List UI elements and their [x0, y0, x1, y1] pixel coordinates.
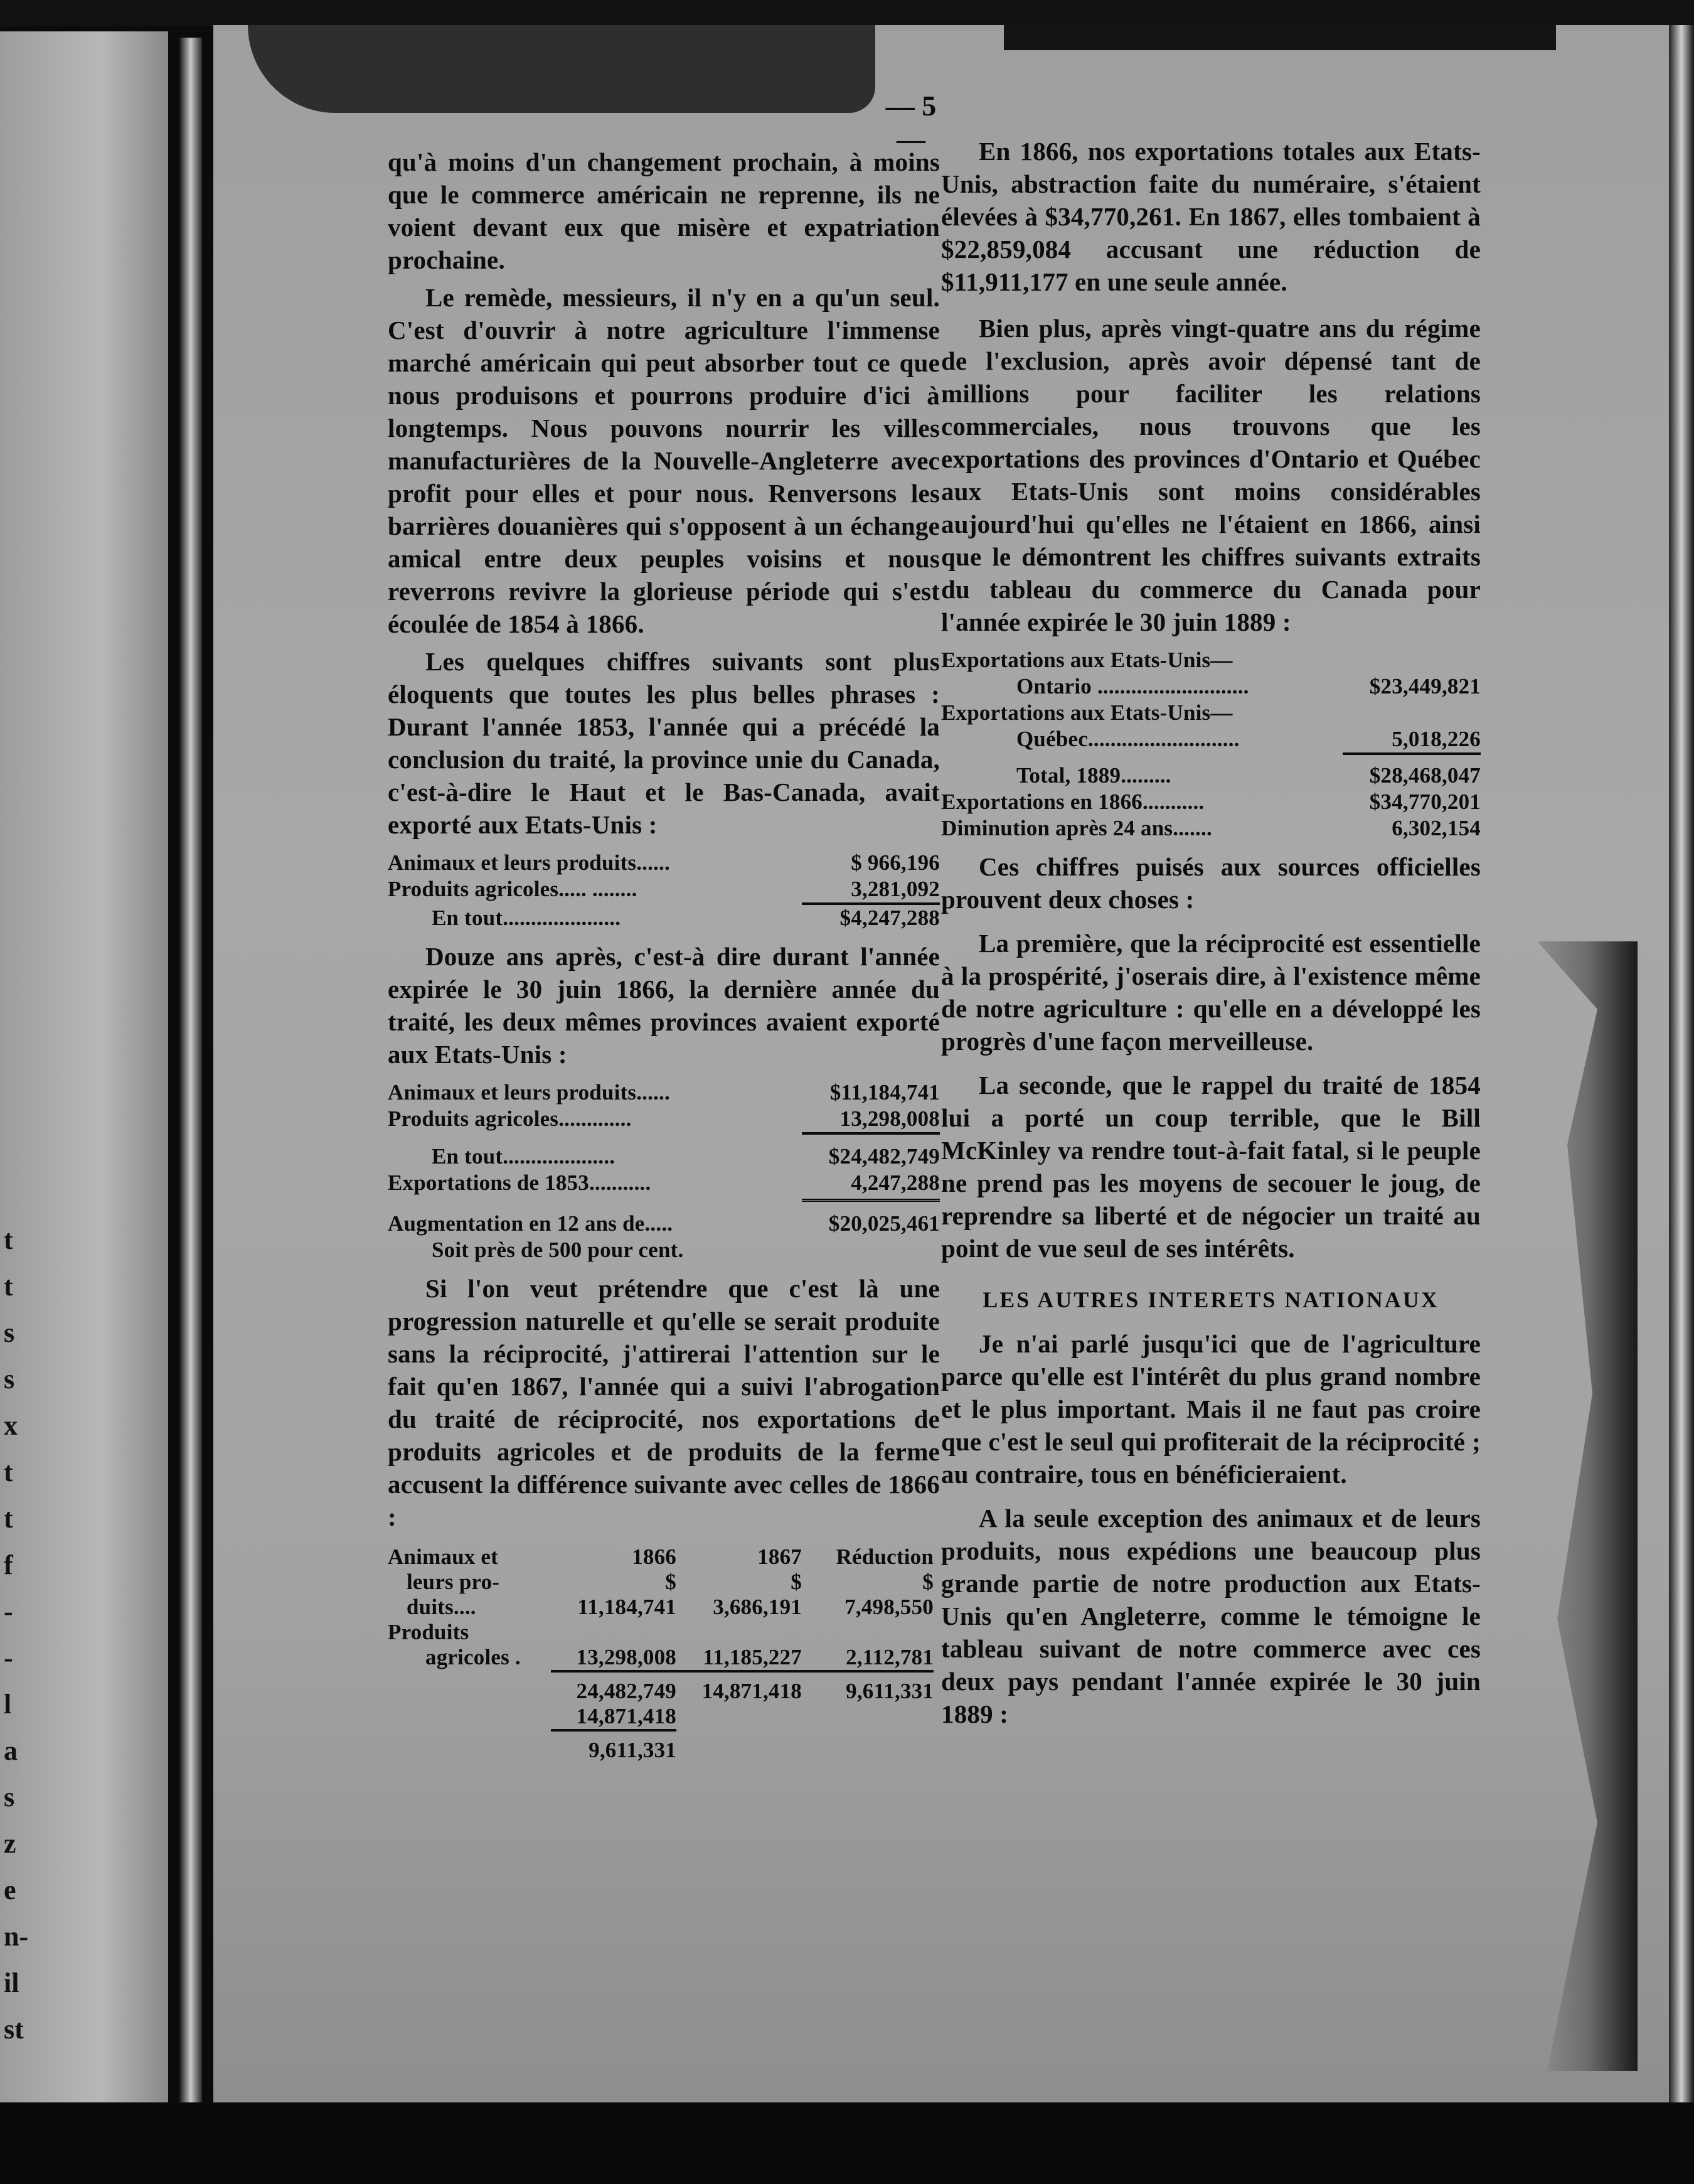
- column-header: Réduction: [836, 1544, 934, 1569]
- row-label: Exportations en 1866...........: [941, 790, 1205, 814]
- fragment-text: s: [4, 1364, 15, 1394]
- table-row: [388, 1079, 940, 1106]
- row-value: 6,302,154: [1392, 816, 1481, 840]
- row-label: Augmentation en 12 ans de.....: [388, 1211, 673, 1236]
- row-label: Exportations aux Etats-Unis—: [941, 700, 1233, 725]
- fragment-text: n-: [4, 1921, 29, 1952]
- paragraph: Les quelques chiffres suivants sont plus éloquents que toutes les plus belles phrases : Durant l'année 1853, l'année qui a précédé la conclusion du traité, la province unie du Canada, c'est-à-dire le Haut et le Bas-Canada, avait exporté aux Etats-Unis :: [388, 647, 940, 839]
- paragraph: Ces chiffres puisés aux sources officielles prouvent deux choses :: [941, 852, 1481, 914]
- paragraph: La seconde, que le rappel du traité de 1854 lui a porté un coup terrible, que le Bill McKinley va rendre tout-à-fait fatal, si le peuple ne prend pas les moyens de secouer le joug, de reprendre sa liberté et de négocier un traité au point de vue seul de ses intérêts.: [941, 1071, 1481, 1263]
- page-gutter-right: [1669, 25, 1694, 2121]
- paragraph: Douze ans après, c'est-à dire durant l'année expirée le 30 juin 1866, la dernière année du traité, les deux mêmes provinces avaient exporté aux Etats-Unis :: [388, 942, 940, 1069]
- row-value: $24,482,749: [828, 1144, 940, 1169]
- column-header: 1866: [632, 1544, 676, 1569]
- paragraph: En 1866, nos exportations totales aux Etats-Unis, abstraction faite du numéraire, s'étaient élevées à $34,770,261. En 1867, elles tombaient à $22,859,084 accusant une réduction de $11,911,177 en une seule année.: [941, 137, 1481, 296]
- row-label: agricoles .: [425, 1645, 521, 1669]
- fragment-text: t: [4, 1503, 13, 1534]
- fragment-text: t: [4, 1457, 13, 1487]
- row-label: Exportations aux Etats-Unis—: [941, 648, 1233, 672]
- table-row-total: [388, 1143, 940, 1170]
- table-row: [388, 1237, 940, 1263]
- table-cell: 14,871,418: [701, 1679, 802, 1703]
- table-row: [388, 876, 940, 905]
- table-row: [388, 850, 940, 876]
- fragment-text: il: [4, 1967, 19, 1998]
- fragment-text: e: [4, 1875, 16, 1905]
- paragraph: Bien plus, après vingt-quatre ans du régime de l'exclusion, après avoir dépensé tant de millions pour faciliter les relations commerciales, nous trouvons que les exportations des provinces d'Ontario et Québec aux Etats-Unis sont moins considérables aujourd'hui qu'elles ne l'étaient en 1866, ainsi que le démontrent les chiffres suivants extraits du tableau du commerce du Canada pour l'année expirée le 30 juin 1889 :: [941, 314, 1481, 636]
- column-right: [941, 135, 1481, 1730]
- fragment-text: s: [4, 1782, 15, 1812]
- table-row: [388, 1170, 940, 1202]
- fragment-text: st: [4, 2014, 24, 2045]
- row-value: $11,184,741: [829, 1080, 940, 1105]
- page-number: — 5 —: [885, 90, 937, 155]
- table-row: [941, 789, 1481, 815]
- row-label: Soit près de 500 pour cent.: [432, 1238, 684, 1262]
- fragment-text: x: [4, 1410, 18, 1441]
- row-value: $23,449,821: [1369, 674, 1481, 699]
- row-label: Animaux et leurs produits......: [388, 850, 670, 875]
- row-label: Animaux et: [388, 1544, 499, 1569]
- table-row-total: [941, 763, 1481, 789]
- paragraph: La première, que la réciprocité est essentielle à la prospérité, j'oserais dire, à l'existence même de notre agriculture : qu'elle en a développé les progrès d'une façon merveilleuse.: [941, 929, 1481, 1056]
- row-value: $20,025,461: [828, 1211, 940, 1236]
- currency-sign: $: [791, 1570, 802, 1594]
- torn-corner: [248, 25, 875, 113]
- table-cell: 3,686,191: [713, 1595, 802, 1619]
- table-row: [941, 673, 1481, 700]
- comparison-1866-1867-table: [388, 1544, 940, 1763]
- row-label: Produits agricoles..... ........: [388, 877, 637, 901]
- row-label: Québec...........................: [1016, 727, 1240, 751]
- row-value: $34,770,201: [1369, 790, 1481, 814]
- row-value: 5,018,226: [1343, 726, 1481, 755]
- row-value: $ 966,196: [851, 850, 940, 875]
- row-value: $4,247,288: [839, 906, 940, 930]
- row-label: Total, 1889.........: [1016, 763, 1171, 788]
- row-label: En tout.....................: [432, 906, 621, 930]
- exports-1853-table: [388, 850, 940, 931]
- column-left: [388, 146, 940, 1763]
- exports-1889-table: [941, 647, 1481, 842]
- row-value: 3,281,092: [802, 876, 940, 905]
- row-label: Produits: [388, 1620, 469, 1644]
- currency-sign: $: [665, 1570, 676, 1594]
- fragment-text: l: [4, 1689, 12, 1720]
- row-label: Ontario ...........................: [1016, 674, 1249, 699]
- page-gutter-left: [179, 38, 202, 2109]
- column-header: 1867: [757, 1544, 802, 1569]
- row-label: Exportations de 1853...........: [388, 1170, 651, 1195]
- table-cell: 24,482,749: [576, 1679, 676, 1703]
- table-row: [941, 726, 1481, 755]
- row-label: En tout....................: [432, 1144, 615, 1169]
- table-cell: 2,112,781: [802, 1645, 934, 1673]
- paragraph: qu'à moins d'un changement prochain, à moins que le commerce américain ne reprenne, ils ne voient devant eux que misère et expatriation prochaine.: [388, 147, 940, 274]
- table-cell: 9,611,331: [589, 1738, 676, 1762]
- fragment-text: t: [4, 1271, 13, 1302]
- paragraph: Le remède, messieurs, il n'y en a qu'un seul. C'est d'ouvrir à notre agriculture l'immense marché américain qui peut absorber tout ce que nous produisons et pourrons produire d'ici à longtemps. Nous pouvons nourrir les villes manufacturières de la Nouvelle-Angleterre avec profit pour elles et pour nous. Renversons les barrières douanières qui s'opposent à un échange amical entre deux peuples voisins et nous reverrons revivre la glorieuse période qui s'est écoulée de 1854 à 1866.: [388, 283, 940, 638]
- row-label: Diminution après 24 ans.......: [941, 816, 1212, 840]
- exports-1866-table: [388, 1079, 940, 1263]
- row-value: 4,247,288: [802, 1170, 940, 1202]
- scan-frame-bottom: [0, 2102, 1694, 2184]
- table-row: [388, 1211, 940, 1237]
- table-cell: 11,184,741: [577, 1595, 676, 1619]
- table-cell: 11,185,227: [676, 1645, 802, 1673]
- row-value: $28,468,047: [1369, 763, 1481, 788]
- table-row-total: [388, 905, 940, 931]
- adjacent-page-text-fragments: [0, 1224, 29, 2090]
- adjacent-page-left: [0, 31, 168, 2102]
- paragraph: Je n'ai parlé jusqu'ici que de l'agriculture parce qu'elle est l'intérêt du plus grand nombre et le plus important. Mais il ne faut pas croire que c'est le seul qui profiterait de la réciprocité ; au contraire, tous en bénéficieraient.: [941, 1329, 1481, 1489]
- table-cell: 13,298,008: [551, 1645, 676, 1673]
- fragment-text: t: [4, 1224, 13, 1255]
- row-label: leurs pro-: [407, 1570, 500, 1594]
- fragment-text: -: [4, 1596, 13, 1627]
- table-cell: 7,498,550: [844, 1595, 934, 1619]
- fragment-text: s: [4, 1317, 15, 1348]
- row-label: Produits agricoles.............: [388, 1106, 632, 1131]
- paragraph: Si l'on veut prétendre que c'est là une progression naturelle et qu'elle se serait produite sans la réciprocité, j'attirerai l'attention sur le fait qu'en 1867, l'année qui a suivi l'abrogation du traité de réciprocité, nos exportations de produits agricoles et de produits de la ferme accusent la différence suivante avec celles de 1866 :: [388, 1274, 940, 1531]
- table-cell: 9,611,331: [846, 1679, 934, 1703]
- table-row: [388, 1106, 940, 1135]
- fragment-text: a: [4, 1735, 18, 1766]
- row-value: 13,298,008: [802, 1106, 940, 1135]
- table-row: [941, 815, 1481, 842]
- fragment-text: -: [4, 1642, 13, 1673]
- fragment-text: z: [4, 1828, 16, 1859]
- scan-frame-top: [0, 0, 1694, 26]
- torn-top-edge: [1004, 25, 1556, 50]
- section-heading: LES AUTRES INTERETS NATIONAUX: [983, 1287, 1439, 1312]
- paragraph: A la seule exception des animaux et de leurs produits, nous expédions une beaucoup plus grande partie de notre production aux Etats-Unis qu'en Angleterre, comme le témoigne le tableau suivant de notre commerce avec ces deux pays pendant l'année expirée le 30 juin 1889 :: [941, 1504, 1481, 1728]
- fragment-text: f: [4, 1550, 13, 1580]
- row-label: duits....: [407, 1595, 476, 1619]
- currency-sign: $: [922, 1570, 934, 1594]
- row-label: Animaux et leurs produits......: [388, 1080, 670, 1105]
- table-cell: 14,871,418: [551, 1704, 676, 1732]
